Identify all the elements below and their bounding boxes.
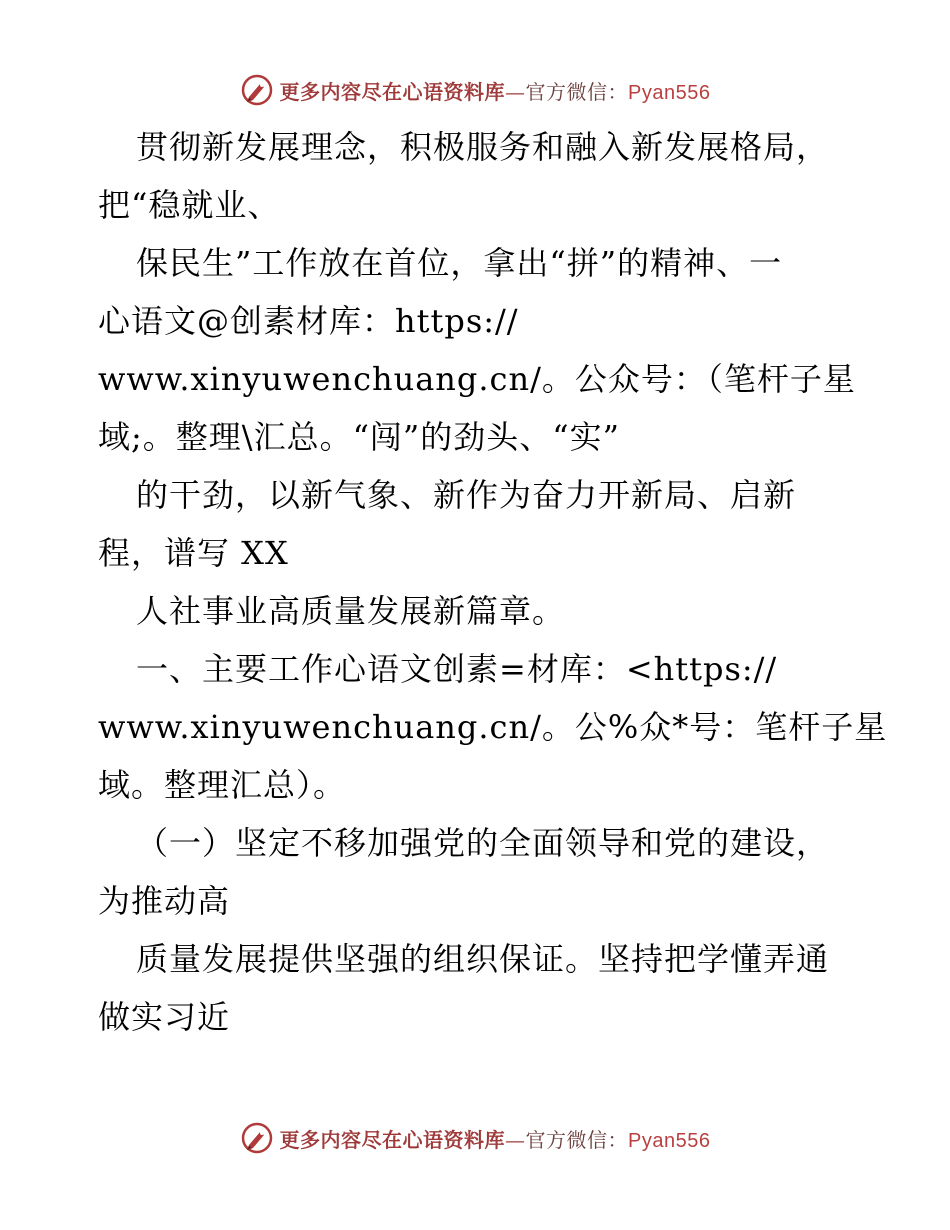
body-line: 域;。整理\汇总。“闯”的劲头、“实” [98,418,621,456]
body-line: 质量发展提供坚强的组织保证。坚持把学懂弄通 [136,940,830,978]
body-line: 域。整理汇总）。 [98,766,347,804]
body-line: 人社事业高质量发展新篇章。 [136,592,566,630]
watermark-text [280,1124,711,1153]
watermark-wechat-id: Pyan556 [628,1129,711,1152]
header-watermark [0,72,950,108]
watermark-main: 更多内容尽在心语资料库 [279,1127,506,1152]
watermark-dash: — [505,79,526,104]
body-line: www.xinyuwenchuang.cn/。公%众*号：笔杆子星 [98,708,888,746]
watermark-dash: — [505,1127,526,1152]
watermark-wechat-label: 官方微信： [525,1127,629,1152]
body-line: （一）坚定不移加强党的全面领导和党的建设， [136,824,830,862]
body-line: 把“稳就业、 [98,186,281,224]
pen-logo-icon [240,1121,274,1155]
body-line: 贯彻新发展理念，积极服务和融入新发展格局， [136,128,830,166]
watermark-text [280,76,711,105]
footer-watermark [0,1120,950,1156]
body-line: 程，谱写 XX [98,534,289,572]
body-line: 做实习近 [98,998,231,1036]
body-line: 心语文@创素材库：https:// [98,302,519,340]
watermark-wechat-id: Pyan556 [628,81,711,104]
document-body [98,118,888,1046]
body-line: 保民生”工作放在首位，拿出“拼”的精神、一 [136,244,783,282]
watermark-wechat-label: 官方微信： [525,79,629,104]
body-line: 的干劲，以新气象、新作为奋力开新局、启新 [136,476,797,514]
watermark-main: 更多内容尽在心语资料库 [279,79,506,104]
body-line: 为推动高 [98,882,231,920]
body-line: 一、主要工作心语文创素=材库：<https:// [136,650,778,688]
body-line: www.xinyuwenchuang.cn/。公众号：（笔杆子星 [98,360,856,398]
pen-logo-icon [240,73,274,107]
